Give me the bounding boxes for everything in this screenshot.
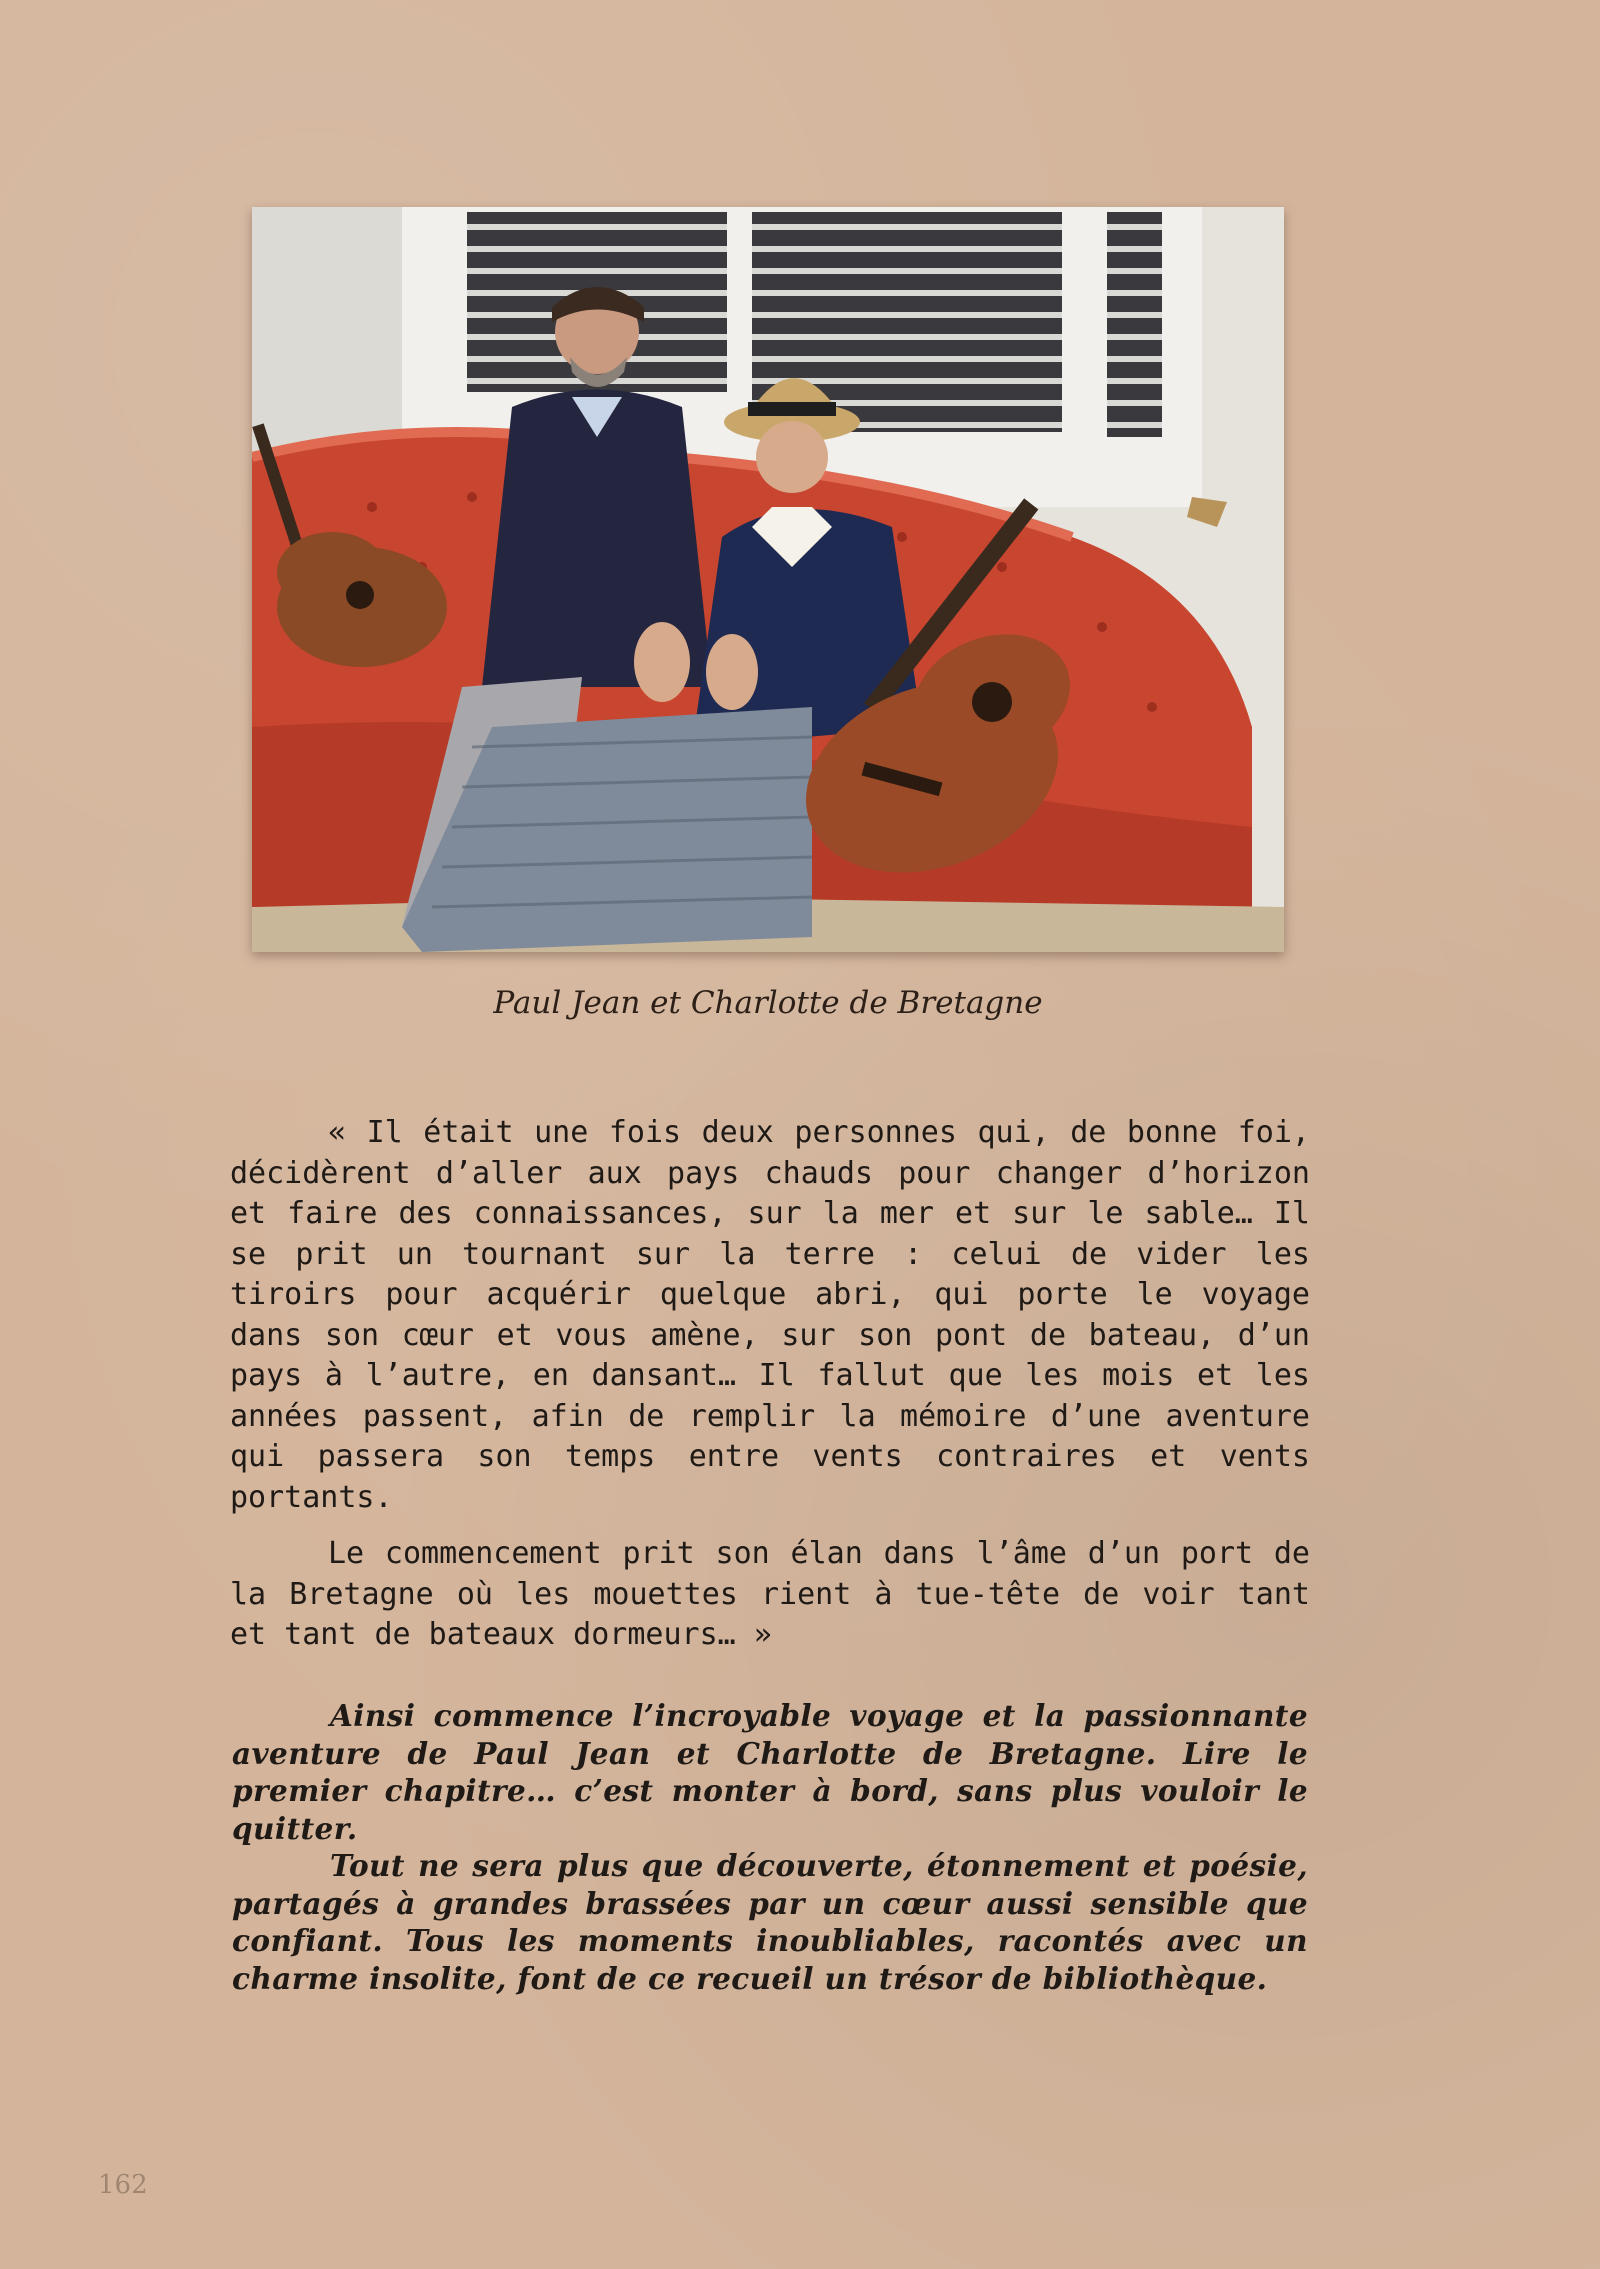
quote-paragraph: « Il était une fois deux personnes qui, de bonne foi, décidèrent d’aller aux pays chauds pour changer d’horizon et faire des connaissances, sur la mer et sur le sable… Il se prit un tournant sur la terre : celui de vider les tiroirs pour acquérir quelque abri, qui porte le voyage dans son cœur et vous amène, sur son pont de bateau, d’un pays à l’autre, en dansant… Il fallut que les mois et les années passent, afin de remplir la mémoire d’une aventure qui passera son temps entre vents contraires et vents portants. — [230, 1115, 1310, 1515]
photo-caption: Paul Jean et Charlotte de Bretagne — [493, 985, 1043, 1021]
page-number: 162 — [98, 2170, 148, 2200]
summary-paragraph: Ainsi commence l’incroyable voyage et la passionnante aventure de Paul Jean et Charlotte de Bretagne. Lire le premier chapitre… c’est monter à bord, sans plus vouloir le quitter. — [232, 1698, 1308, 1846]
typewriter-quote — [230, 1113, 1310, 1672]
photo-illustration — [252, 207, 1284, 952]
couple-photo — [252, 207, 1284, 952]
quote-paragraph: Le commencement prit son élan dans l’âme d’un port de la Bretagne où les mouettes rient à tue-tête de voir tant et tant de bateaux dormeurs… » — [230, 1536, 1310, 1652]
summary-paragraph: Tout ne sera plus que découverte, étonnement et poésie, partagés à grandes brassées par un cœur aussi sensible que confiant. Tous les moments inoubliables, racontés avec un charme insolite, font de ce recueil un trésor de bibliothèque. — [232, 1848, 1308, 1996]
book-summary — [232, 1697, 1308, 1997]
